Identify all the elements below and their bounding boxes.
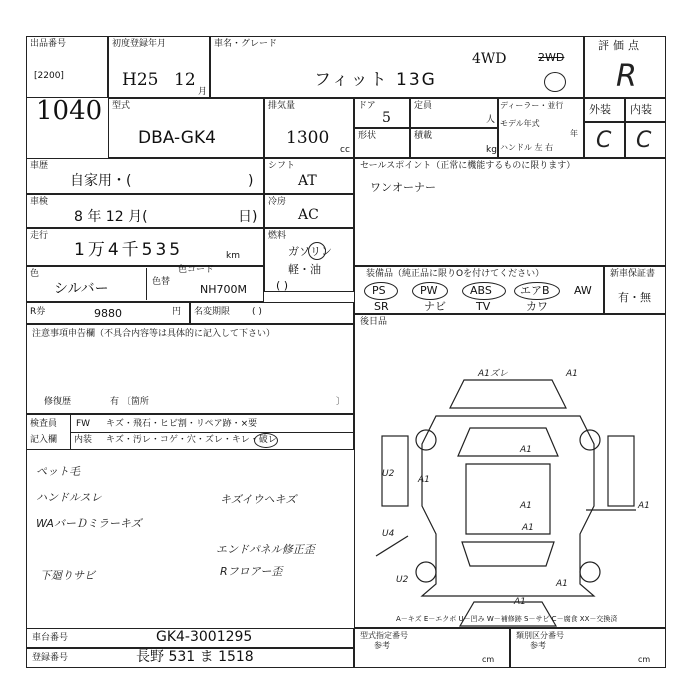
ac-label: 冷房	[268, 197, 287, 207]
load-label: 積載	[414, 131, 433, 141]
fuel-label: 燃料	[268, 231, 287, 241]
fuel-gasoline: ガソリン	[288, 245, 332, 258]
mark-rear-a1: A1	[556, 579, 568, 589]
equip-leather: カワ	[526, 300, 548, 313]
history-value: 自家用・(	[70, 173, 132, 189]
inspection-label: 車検	[30, 197, 49, 207]
checker-row-1: キズ・飛石・ヒビ割・リペア跡・×要	[106, 419, 258, 429]
displacement-unit: cc	[340, 145, 350, 155]
repair-close: 〕	[336, 397, 346, 407]
fuel-diesel: 軽・油	[288, 263, 321, 276]
reg-month: 12	[174, 70, 196, 90]
equip-tv: TV	[476, 300, 491, 313]
handle-label: ハンドル 左 右	[500, 143, 554, 152]
checker-label-1: 検査員	[30, 419, 58, 429]
checker-fw-tag: FW	[76, 419, 91, 429]
mark-right-a1: A1	[638, 501, 650, 511]
category-ref: 参考	[530, 641, 546, 650]
dealer-label: ディーラー・並行	[500, 101, 564, 110]
interior-grade: C	[636, 128, 652, 153]
note-handle-wear: ハンドルスレ	[36, 491, 102, 504]
checker-row-2: キズ・汚レ・コゲ・穴・ズレ・キレ・破レ	[106, 435, 277, 445]
diagram-roof	[466, 464, 550, 534]
era-year: H25	[122, 70, 159, 90]
color-change-label: 色替	[152, 277, 171, 287]
grade-value: R	[616, 59, 637, 94]
history-label: 車歴	[30, 161, 49, 171]
displacement-label: 排気量	[268, 101, 296, 111]
equip-aw: AW	[574, 284, 592, 297]
history-close: )	[248, 173, 254, 189]
inspection-day: 日)	[238, 209, 258, 225]
note-end-panel: エンドパネル修正歪	[216, 543, 315, 556]
vehicle-damage-diagram	[26, 36, 666, 668]
checker-interior-tag: 内装	[74, 435, 93, 445]
equip-pw: PW	[420, 284, 438, 297]
load-unit: kg	[486, 145, 497, 155]
equip-airbag: エアB	[520, 284, 550, 297]
chassis-number: GK4-3001295	[156, 629, 253, 645]
color-label: 色	[30, 269, 40, 279]
diagram-legend: A－キズ E－エクボ U－凹み W－補修跡 S－サビ C－腐食 XX－交換済	[396, 615, 618, 623]
registration-label: 登録番号	[32, 653, 69, 663]
lot-label: 出品番号	[30, 39, 67, 49]
first-reg-label: 初度登録年月	[112, 39, 167, 49]
mark-fender-a1: A1	[418, 475, 430, 485]
drive-4wd: 4WD	[472, 51, 507, 67]
type-spec-cm: cm	[482, 655, 495, 664]
warranty-value: 有・無	[618, 291, 651, 304]
car-name-label: 車名・グレード	[214, 39, 278, 49]
exterior-label: 外装	[589, 103, 611, 116]
recycle-amount: 9880	[94, 307, 122, 320]
note-underbody-rust: 下廻りサビ	[40, 569, 95, 582]
model-label: 型式	[112, 101, 131, 111]
rear-items-label: 後日品	[360, 317, 388, 327]
model-year-label: モデル年式	[500, 119, 540, 128]
repair-value: 有 〔箇所	[110, 397, 149, 407]
category-label: 類別区分番号	[516, 631, 564, 640]
note-scratch-dent: キズイウヘキズ	[220, 493, 297, 506]
lot-small-code: [2200]	[34, 71, 64, 81]
displacement-value: 1300	[286, 128, 330, 148]
mark-front-a1-zure: A1ズレ	[478, 369, 508, 379]
month-unit: 月	[198, 87, 208, 97]
equip-sr: SR	[374, 300, 389, 313]
diagram-rear-window	[462, 542, 554, 566]
name-change-label: 名変期限	[194, 307, 231, 317]
repair-label: 修復歴	[44, 397, 72, 407]
diagram-pointer-left	[376, 536, 408, 556]
fuel-other: ( )	[276, 279, 289, 292]
capacity-label: 定員	[414, 101, 433, 111]
mileage-unit: km	[226, 251, 240, 261]
diagram-wheel-fr	[580, 430, 600, 450]
mark-roof-a1: A1	[520, 501, 532, 511]
mark-left-u4: U4	[382, 529, 395, 539]
mark-hood-a1: A1	[520, 445, 532, 455]
model-year-unit: 年	[570, 129, 578, 138]
color-value: シルバー	[54, 281, 109, 297]
equip-navi: ナビ	[424, 300, 446, 313]
shape-label: 形状	[358, 131, 377, 141]
diagram-windshield	[458, 428, 558, 456]
model-value: DBA-GK4	[138, 128, 216, 148]
grade-label: 評価点	[598, 39, 643, 52]
chassis-label: 車台番号	[32, 633, 69, 643]
registration-number: 長野 531 ま 1518	[136, 649, 254, 665]
car-name: フィット 13G	[314, 70, 437, 90]
mark-roof-a1-2: A1	[522, 523, 534, 533]
recycle-label: R券	[30, 307, 46, 317]
ac-value: AC	[298, 207, 319, 223]
capacity-unit: 人	[486, 115, 496, 125]
equip-abs: ABS	[470, 284, 492, 297]
checker-label-2: 記入欄	[30, 435, 58, 445]
diagram-wheel-rl	[416, 562, 436, 582]
diagram-right-side	[608, 436, 634, 506]
equip-ps: PS	[372, 284, 386, 297]
mark-left-u2: U2	[382, 469, 395, 479]
auction-sheet	[26, 36, 666, 668]
diagram-wheel-fl	[416, 430, 436, 450]
shift-label: シフト	[268, 161, 296, 171]
diagram-front-bumper	[450, 380, 566, 408]
interior-label: 内装	[630, 103, 652, 116]
lot-number: 1040	[36, 96, 103, 126]
exterior-grade: C	[596, 128, 612, 153]
name-change-value: ( )	[252, 307, 262, 317]
mark-bumper-a1: A1	[514, 597, 526, 607]
warranty-label: 新車保証書	[610, 269, 656, 279]
note-mirror-scratch: WAバーＤミラーキズ	[36, 517, 142, 530]
mark-front-a1: A1	[566, 369, 578, 379]
drive-2wd: 2WD	[538, 51, 565, 64]
diagram-wheel-rr	[580, 562, 600, 582]
diagram-body-outline	[422, 416, 594, 596]
category-cm: cm	[638, 655, 651, 664]
notes-label: 注意事項申告欄（不具合内容等は具体的に記入して下さい）	[32, 329, 276, 339]
color-code: NH700M	[200, 283, 247, 296]
recycle-yen: 円	[172, 307, 182, 317]
doors-value: 5	[382, 110, 391, 126]
note-rear-floor: Rフロアー歪	[220, 565, 283, 578]
equipment-label: 装備品（純正品に限りOを付けてください）	[366, 269, 545, 279]
mark-rear-u2: U2	[396, 575, 409, 585]
selling-points-value: ワンオーナー	[370, 181, 436, 194]
note-pet-hair: ペット毛	[36, 465, 80, 478]
selling-points-label: セールスポイント（正常に機能するものに限ります）	[360, 161, 576, 171]
type-spec-ref: 参考	[374, 641, 390, 650]
type-spec-label: 型式指定番号	[360, 631, 408, 640]
color-code-label: 色コード	[178, 265, 215, 275]
mileage-value: 1万4千535	[74, 240, 184, 260]
inspection-value: 8 年 12 月(	[74, 209, 148, 225]
doors-label: ドア	[358, 101, 376, 111]
mileage-label: 走行	[30, 231, 49, 241]
shift-value: AT	[298, 173, 317, 189]
